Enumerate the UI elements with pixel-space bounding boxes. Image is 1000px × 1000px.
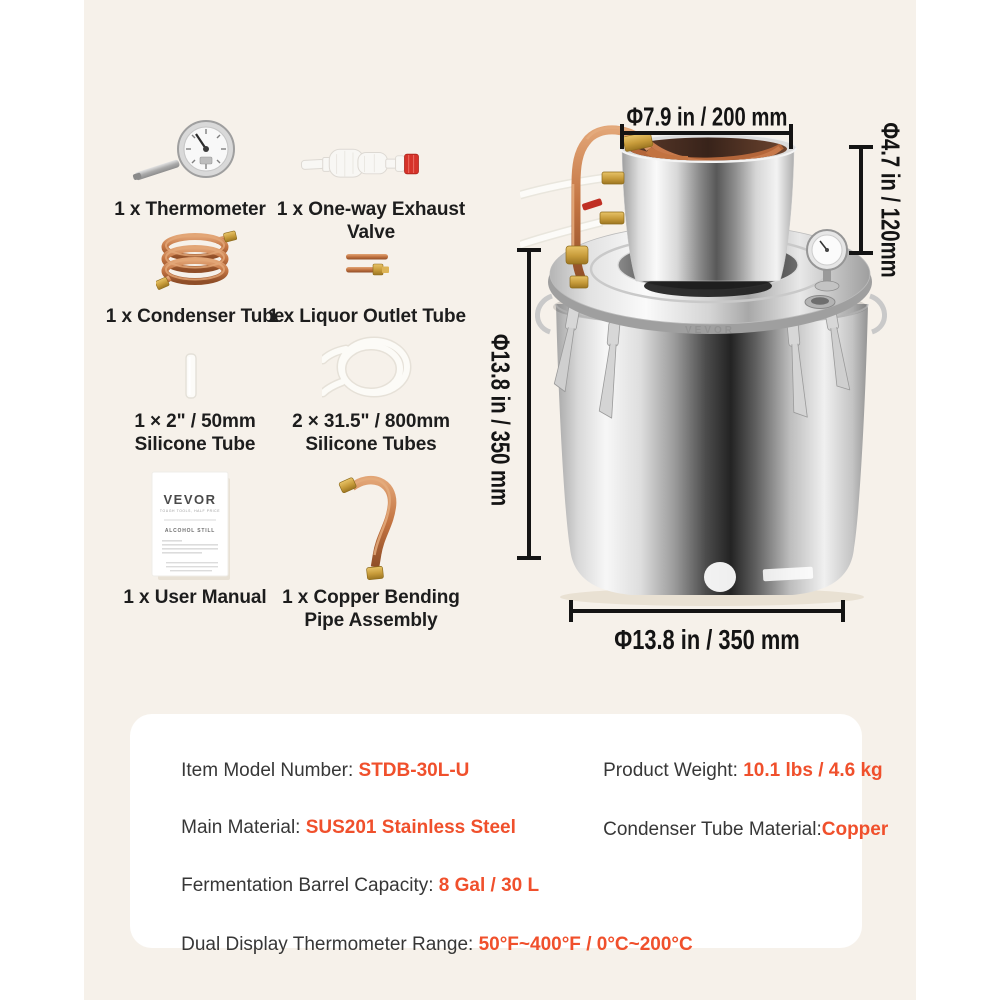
valve-red-cap bbox=[405, 154, 419, 174]
spec-main-material: Main Material: SUS201 Stainless Steel bbox=[181, 817, 516, 838]
copper-bending-pipe-image bbox=[338, 473, 400, 583]
spec-thermometer-range: Dual Display Thermometer Range: 50°F~400°F / 0°C~200°C bbox=[181, 934, 693, 955]
thermometer-stem bbox=[132, 159, 180, 181]
spec-barrel-capacity: Fermentation Barrel Capacity: 8 Gal / 30 L bbox=[181, 875, 540, 896]
label-exhaust-valve: 1 x One-way Exhaust Valve bbox=[276, 199, 466, 243]
user-manual-image bbox=[150, 470, 234, 582]
dimension-right-tick-bottom bbox=[849, 251, 873, 255]
fermentation-barrel bbox=[556, 304, 868, 595]
manual-cover bbox=[152, 472, 228, 576]
liquor-outlet-tube-image bbox=[344, 251, 390, 279]
lid-port bbox=[805, 296, 835, 309]
dimension-bottom-tick-left bbox=[569, 600, 573, 622]
label-silicone-tubes: 2 × 31.5" / 800mm Silicone Tubes bbox=[292, 411, 450, 455]
label-thermometer: 1 x Thermometer bbox=[114, 199, 266, 220]
condenser-tube-image bbox=[156, 230, 238, 290]
left-handle bbox=[537, 296, 552, 332]
dimension-left-tick-top bbox=[517, 248, 541, 252]
dimension-left-tick-bottom bbox=[517, 556, 541, 560]
barrel-round-sticker bbox=[704, 562, 736, 592]
dimension-bottom-tick-right bbox=[841, 600, 845, 622]
spec-card bbox=[130, 714, 889, 955]
valve-red-handle bbox=[582, 198, 603, 211]
label-user-manual: 1 x User Manual bbox=[123, 587, 267, 608]
manual-brand-text: VEVOR bbox=[163, 492, 217, 507]
manual-title-text: ALCOHOL STILL bbox=[164, 528, 216, 534]
label-liquor-outlet-tube: 1 x Liquor Outlet Tube bbox=[267, 306, 466, 327]
dimension-top-tick-right bbox=[789, 124, 793, 149]
lid-brand-text: VEVOR bbox=[684, 325, 736, 336]
thermometer-image bbox=[130, 113, 250, 193]
spec-product-weight: Product Weight: 10.1 lbs / 4.6 kg bbox=[603, 760, 883, 781]
exhaust-valve-image bbox=[300, 146, 424, 182]
dimension-top-line bbox=[620, 131, 793, 135]
label-small-silicone-tube: 1 × 2" / 50mm Silicone Tube bbox=[134, 411, 256, 455]
spec-condenser-material: Condenser Tube Material:Copper bbox=[603, 819, 889, 840]
dimension-left-line bbox=[527, 248, 531, 560]
right-handle bbox=[870, 296, 885, 332]
silicone-tubes-image bbox=[322, 336, 414, 400]
dimension-right-label: Φ4.7 in / 120mm bbox=[875, 122, 906, 278]
label-copper-pipe: 1 x Copper Bending Pipe Assembly bbox=[282, 587, 460, 631]
dimension-top-label: Φ7.9 in / 200 mm bbox=[626, 101, 788, 132]
dimension-bottom-label: Φ13.8 in / 350 mm bbox=[614, 624, 800, 655]
condenser-pot bbox=[622, 148, 794, 281]
dimension-bottom-line bbox=[569, 609, 845, 613]
spec-model-number: Item Model Number: STDB-30L-U bbox=[181, 760, 470, 781]
dimension-right-line bbox=[859, 145, 863, 255]
dimension-right-tick-top bbox=[849, 145, 873, 149]
label-condenser-tube: 1 x Condenser Tube bbox=[105, 306, 285, 327]
dimension-top-tick-left bbox=[620, 124, 624, 149]
manual-tagline-text: TOUGH TOOLS, HALF PRICE bbox=[159, 509, 221, 513]
dimension-left-label: Φ13.8 in / 350 mm bbox=[485, 333, 516, 507]
small-silicone-tube-image bbox=[183, 353, 199, 399]
